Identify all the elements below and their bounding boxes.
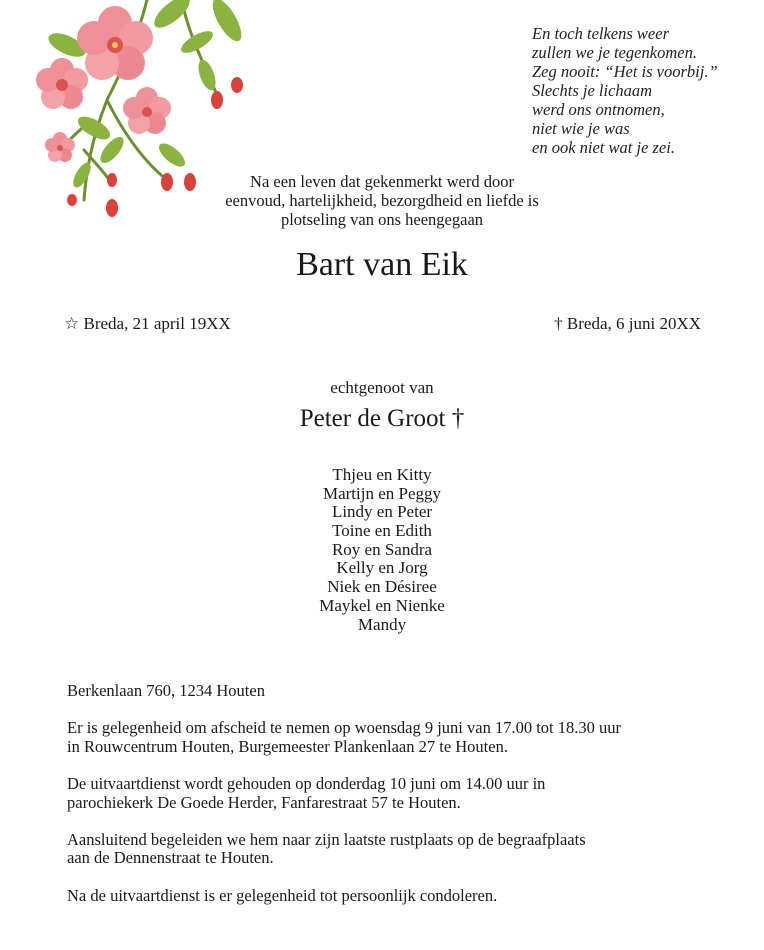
paragraph-burial bbox=[67, 831, 727, 868]
paragraph-line: Na de uitvaartdienst is er gelegenheid tot persoonlijk condoleren. bbox=[67, 885, 498, 905]
intro-text bbox=[150, 172, 614, 229]
paragraph-service bbox=[67, 775, 727, 812]
poem-line: en ook niet wat je zei. bbox=[532, 138, 675, 157]
deceased-name: Bart van Eik bbox=[296, 246, 468, 283]
list-item: Niek en Désiree bbox=[327, 577, 437, 597]
intro-line: eenvoud, hartelijkheid, bezorgdheid en liefde is bbox=[225, 191, 539, 210]
poem-line: zullen we je tegenkomen. bbox=[532, 43, 697, 62]
paragraph-line: Er is gelegenheid om afscheid te nemen op woensdag 9 juni van 17.00 tot 18.30 uur bbox=[67, 718, 621, 738]
paragraph-farewell bbox=[67, 719, 727, 756]
list-item: Mandy bbox=[357, 614, 407, 634]
list-item: Martijn en Peggy bbox=[322, 483, 442, 503]
poem-line: Slechts je lichaam bbox=[532, 81, 653, 100]
poem-line: Zeg nooit: “Het is voorbij.” bbox=[532, 62, 718, 81]
poem-line: werd ons ontnomen, bbox=[532, 100, 665, 119]
paragraph-line: Aansluitend begeleiden we hem naar zijn laatste rustplaats op de begraafplaats bbox=[67, 829, 586, 849]
intro-line: plotseling van ons heengegaan bbox=[280, 210, 484, 229]
children-list bbox=[0, 466, 764, 634]
intro-line: Na een leven dat gekenmerkt werd door bbox=[250, 172, 514, 191]
paragraph-line: aan de Dennenstraat te Houten. bbox=[67, 848, 274, 868]
list-item: Roy en Sandra bbox=[331, 539, 433, 559]
paragraph-line: parochiekerk De Goede Herder, Fanfarestraat 57 te Houten. bbox=[67, 792, 461, 812]
details-section bbox=[67, 682, 727, 924]
poem-line: niet wie je was bbox=[532, 119, 630, 138]
paragraph-line: in Rouwcentrum Houten, Burgemeester Plankenlaan 27 te Houten. bbox=[67, 736, 508, 756]
death-info: † Breda, 6 juni 20XX bbox=[554, 314, 701, 333]
list-item: Lindy en Peter bbox=[331, 502, 433, 522]
paragraph-condolence bbox=[67, 887, 727, 906]
poem bbox=[532, 24, 757, 157]
list-item: Kelly en Jorg bbox=[336, 558, 428, 578]
spouse-label: echtgenoot van bbox=[330, 378, 434, 397]
spouse-name: Peter de Groot † bbox=[299, 405, 465, 432]
address bbox=[67, 682, 727, 701]
poem-line: En toch telkens weer bbox=[532, 24, 669, 43]
list-item: Maykel en Nienke bbox=[319, 595, 445, 615]
birth-info: ☆ Breda, 21 april 19XX bbox=[64, 314, 231, 333]
list-item: Thjeu en Kitty bbox=[332, 465, 432, 484]
list-item: Toine en Edith bbox=[332, 521, 432, 541]
address-line: Berkenlaan 760, 1234 Houten bbox=[67, 681, 265, 700]
paragraph-line: De uitvaartdienst wordt gehouden op donderdag 10 juni om 14.00 uur in bbox=[67, 773, 546, 793]
